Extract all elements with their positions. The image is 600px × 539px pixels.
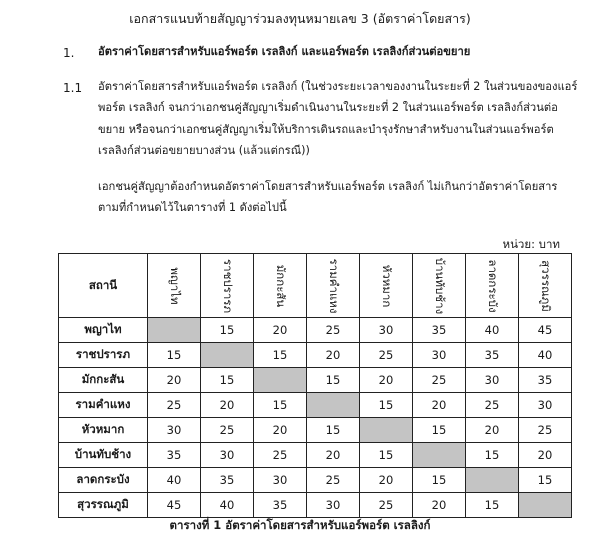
table-cell: 35 xyxy=(254,493,307,518)
section-1-1-number: 1.1 xyxy=(63,81,83,95)
table-body xyxy=(59,318,572,518)
row-header: บ้านทับช้าง xyxy=(59,443,148,468)
table-cell-diagonal xyxy=(466,468,519,493)
table-cell: 15 xyxy=(413,418,466,443)
table-cell: 25 xyxy=(307,468,360,493)
table-cell: 20 xyxy=(360,468,413,493)
table-cell: 30 xyxy=(360,318,413,343)
table-cell: 25 xyxy=(360,343,413,368)
row-header: มักกะสัน xyxy=(59,368,148,393)
table-cell-diagonal xyxy=(254,368,307,393)
table-cell: 30 xyxy=(307,493,360,518)
column-header-label: ลาดกระบัง xyxy=(486,258,500,313)
section-1-number: 1. xyxy=(63,46,75,60)
table-cell: 15 xyxy=(148,343,201,368)
table-row xyxy=(59,318,572,343)
table-cell: 15 xyxy=(466,493,519,518)
table-cell: 40 xyxy=(148,468,201,493)
section-1-1-line-4: เรลลิงก์ส่วนต่อขยายบางส่วน (แล้วแต่กรณี)) xyxy=(98,144,310,157)
table-cell: 20 xyxy=(413,393,466,418)
table-cell: 15 xyxy=(519,468,572,493)
table-cell: 40 xyxy=(466,318,519,343)
table-cell: 45 xyxy=(519,318,572,343)
table-row xyxy=(59,368,572,393)
table-cell: 25 xyxy=(148,393,201,418)
table-cell: 15 xyxy=(254,393,307,418)
table-cell: 40 xyxy=(519,343,572,368)
table-cell: 15 xyxy=(360,393,413,418)
table-cell: 30 xyxy=(148,418,201,443)
column-header-label: ราชปรารภ xyxy=(221,258,235,313)
table-cell: 20 xyxy=(254,418,307,443)
section-1-1-line-3: ขยาย หรือจนกว่าเอกชนคู่สัญญาเริ่มให้บริการเดินรถและบำรุงรักษาสำหรับงานในส่วนแอร์พอร์ต xyxy=(98,123,554,136)
fare-table xyxy=(58,253,572,518)
column-header xyxy=(307,254,360,318)
section-1-1-para2-line-2: ตามที่กำหนดไว้ในตารางที่ 1 ดังต่อไปนี้ xyxy=(98,201,287,214)
table-cell: 30 xyxy=(519,393,572,418)
column-header xyxy=(201,254,254,318)
table-cell: 35 xyxy=(201,468,254,493)
section-1-1-para2-line-1: เอกชนคู่สัญญาต้องกำหนดอัตราค่าโดยสารสำหรับแอร์พอร์ต เรลลิงก์ ไม่เกินกว่าอัตราค่าโดยสาร xyxy=(98,180,558,193)
table-cell: 25 xyxy=(307,318,360,343)
column-header xyxy=(466,254,519,318)
section-1-heading: อัตราค่าโดยสารสำหรับแอร์พอร์ต เรลลิงก์ และแอร์พอร์ต เรลลิงก์ส่วนต่อขยาย xyxy=(98,45,471,58)
table-cell: 20 xyxy=(148,368,201,393)
table-cell: 20 xyxy=(413,493,466,518)
table-cell-diagonal xyxy=(360,418,413,443)
table-corner-header: สถานี xyxy=(59,254,148,318)
column-header-label: มักกะสัน xyxy=(274,264,288,307)
row-header: พญาไท xyxy=(59,318,148,343)
table-cell: 30 xyxy=(413,343,466,368)
table-row xyxy=(59,393,572,418)
table-cell-diagonal xyxy=(519,493,572,518)
column-header xyxy=(254,254,307,318)
table-cell: 15 xyxy=(360,443,413,468)
table-cell: 35 xyxy=(519,368,572,393)
column-header xyxy=(360,254,413,318)
table-cell: 35 xyxy=(413,318,466,343)
table-cell: 15 xyxy=(254,343,307,368)
table-cell: 25 xyxy=(519,418,572,443)
table-row xyxy=(59,443,572,468)
table-cell: 20 xyxy=(201,393,254,418)
table-cell-diagonal xyxy=(307,393,360,418)
table-header-row xyxy=(59,254,572,318)
table-cell: 20 xyxy=(307,343,360,368)
column-header-label: รามคำแหง xyxy=(327,258,341,313)
table-cell: 15 xyxy=(307,418,360,443)
column-header-label: สุวรรณภูมิ xyxy=(539,259,553,312)
table-row xyxy=(59,418,572,443)
table-cell: 15 xyxy=(201,368,254,393)
table-cell: 25 xyxy=(413,368,466,393)
table-cell-diagonal xyxy=(201,343,254,368)
column-header xyxy=(519,254,572,318)
table-cell: 25 xyxy=(360,493,413,518)
table-cell-diagonal xyxy=(148,318,201,343)
column-header xyxy=(413,254,466,318)
row-header: สุวรรณภูมิ xyxy=(59,493,148,518)
table-cell: 15 xyxy=(307,368,360,393)
table-cell: 20 xyxy=(254,318,307,343)
document-title: เอกสารแนบท้ายสัญญาร่วมลงทุนหมายเลข 3 (อัตราค่าโดยสาร) xyxy=(129,11,471,26)
table-row xyxy=(59,493,572,518)
table-cell: 35 xyxy=(148,443,201,468)
column-header-label: หัวหมาก xyxy=(380,264,394,307)
table-cell: 25 xyxy=(201,418,254,443)
section-1-1-line-1: อัตราค่าโดยสารสำหรับแอร์พอร์ต เรลลิงก์ (ในช่วงระยะเวลาของงานในระยะที่ 2 ในส่วนของของแอร์ xyxy=(98,80,578,93)
table-cell: 35 xyxy=(466,343,519,368)
table-row xyxy=(59,343,572,368)
row-header: หัวหมาก xyxy=(59,418,148,443)
table-cell: 20 xyxy=(519,443,572,468)
column-header xyxy=(148,254,201,318)
table-cell: 25 xyxy=(254,443,307,468)
table-cell: 40 xyxy=(201,493,254,518)
table-cell: 30 xyxy=(466,368,519,393)
table-cell: 25 xyxy=(466,393,519,418)
column-header-label: พญาไท xyxy=(168,266,182,305)
table-cell: 45 xyxy=(148,493,201,518)
column-header-label: บ้านทับช้าง xyxy=(433,257,447,314)
table-row xyxy=(59,468,572,493)
row-header: รามคำแหง xyxy=(59,393,148,418)
table-cell: 20 xyxy=(307,443,360,468)
unit-label: หน่วย: บาท xyxy=(502,237,560,251)
table-cell-diagonal xyxy=(413,443,466,468)
table-cell: 30 xyxy=(201,443,254,468)
table-cell: 30 xyxy=(254,468,307,493)
row-header: ลาดกระบัง xyxy=(59,468,148,493)
table-cell: 15 xyxy=(413,468,466,493)
table-caption: ตารางที่ 1 อัตราค่าโดยสารสำหรับแอร์พอร์ต เรลลิงก์ xyxy=(169,518,431,532)
row-header: ราชปรารภ xyxy=(59,343,148,368)
table-cell: 15 xyxy=(466,443,519,468)
table-cell: 15 xyxy=(201,318,254,343)
section-1-1-line-2: พอร์ต เรลลิงก์ จนกว่าเอกชนคู่สัญญาเริ่มดำเนินงานในระยะที่ 2 ในส่วนแอร์พอร์ต เรลลิงก์ส่วนต่อ xyxy=(98,101,558,114)
table-cell: 20 xyxy=(360,368,413,393)
table-cell: 20 xyxy=(466,418,519,443)
